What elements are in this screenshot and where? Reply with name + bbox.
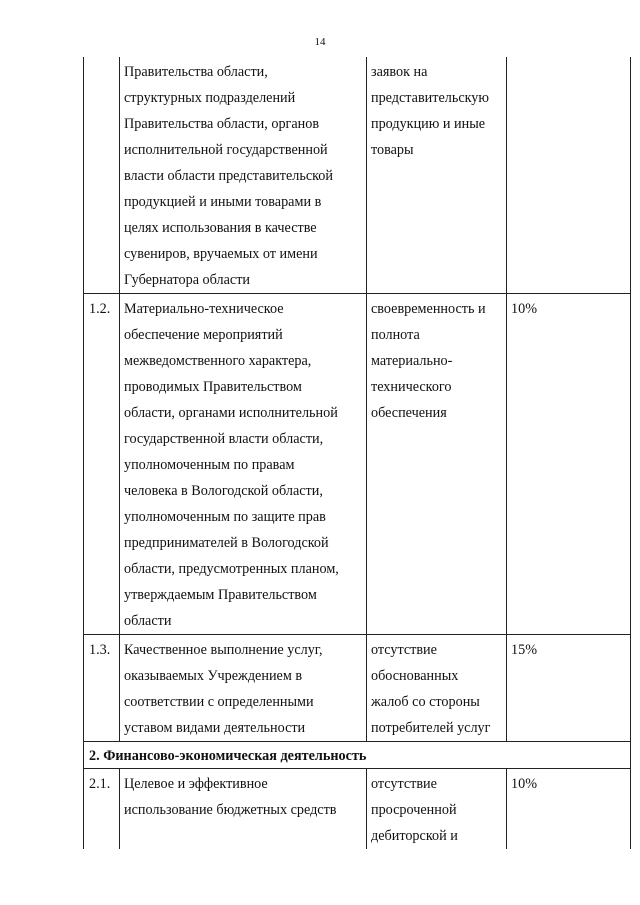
weight-cell [507, 57, 631, 294]
indicator-line: товары [371, 142, 414, 158]
criterion-line: проводимых Правительством [124, 379, 302, 395]
weight-cell: 15% [507, 635, 631, 742]
indicator-line: жалоб со стороны [371, 694, 480, 710]
criterion-line: Целевое и эффективное [124, 776, 268, 792]
table-row [84, 294, 631, 635]
indicator-cell [367, 769, 507, 850]
criterion-cell [120, 769, 367, 850]
criterion-line: Правительства области, [124, 64, 268, 80]
table-row [84, 769, 631, 850]
indicator-line: дебиторской и [371, 828, 458, 844]
criterion-line: утверждаемым Правительством [124, 587, 317, 603]
criterion-line: продукцией и иными товарами в [124, 194, 322, 210]
indicator-line: заявок на [371, 64, 428, 80]
criterion-line: соответствии с определенными [124, 694, 314, 710]
weight-cell: 10% [507, 294, 631, 635]
criterion-line: межведомственного характера, [124, 353, 312, 369]
criterion-line: исполнительной государственной [124, 142, 328, 158]
criterion-cell [120, 294, 367, 635]
criterion-line: предпринимателей в Вологодской [124, 535, 329, 551]
indicator-line: продукцию и иные [371, 116, 486, 132]
criterion-line: Материально-техническое [124, 301, 284, 317]
criteria-table [83, 57, 631, 849]
indicator-cell [367, 57, 507, 294]
indicator-line: просроченной [371, 802, 457, 818]
criterion-line: области [124, 613, 172, 629]
criterion-cell [120, 635, 367, 742]
row-number: 2.1. [84, 769, 120, 850]
indicator-cell [367, 294, 507, 635]
criterion-line: использование бюджетных средств [124, 802, 337, 818]
criterion-line: уставом видами деятельности [124, 720, 306, 736]
criterion-line: Губернатора области [124, 272, 250, 288]
criterion-line: уполномоченным по правам [124, 457, 295, 473]
criterion-cell [120, 57, 367, 294]
table-row [84, 57, 631, 294]
criterion-line: человека в Вологодской области, [124, 483, 323, 499]
weight-cell: 10% [507, 769, 631, 850]
criterion-line: целях использования в качестве [124, 220, 317, 236]
criterion-line: обеспечение мероприятий [124, 327, 283, 343]
row-number: 1.2. [84, 294, 120, 635]
section-row [84, 742, 631, 769]
indicator-line: полнота [371, 327, 420, 343]
criterion-line: Качественное выполнение услуг, [124, 642, 323, 658]
indicator-line: технического [371, 379, 452, 395]
criterion-line: власти области представительской [124, 168, 333, 184]
criterion-line: Правительства области, органов [124, 116, 320, 132]
page-number: 14 [314, 36, 326, 48]
indicator-line: своевременность и [371, 301, 486, 317]
criterion-line: уполномоченным по защите прав [124, 509, 326, 525]
criterion-line: области, предусмотренных планом, [124, 561, 339, 577]
criterion-line: оказываемых Учреждением в [124, 668, 303, 684]
criterion-line: структурных подразделений [124, 90, 296, 106]
criterion-line: области, органами исполнительной [124, 405, 338, 421]
indicator-line: материально- [371, 353, 453, 369]
indicator-line: обеспечения [371, 405, 447, 421]
indicator-line: отсутствие [371, 642, 437, 658]
criterion-line: государственной власти области, [124, 431, 324, 447]
section-heading: 2. Финансово-экономическая деятельность [84, 742, 631, 769]
indicator-cell [367, 635, 507, 742]
indicator-line: обоснованных [371, 668, 459, 684]
indicator-line: потребителей услуг [371, 720, 491, 736]
table-row [84, 635, 631, 742]
indicator-line: представительскую [371, 90, 490, 106]
row-number [84, 57, 120, 294]
criterion-line: сувениров, вручаемых от имени [124, 246, 318, 262]
indicator-line: отсутствие [371, 776, 437, 792]
row-number: 1.3. [84, 635, 120, 742]
